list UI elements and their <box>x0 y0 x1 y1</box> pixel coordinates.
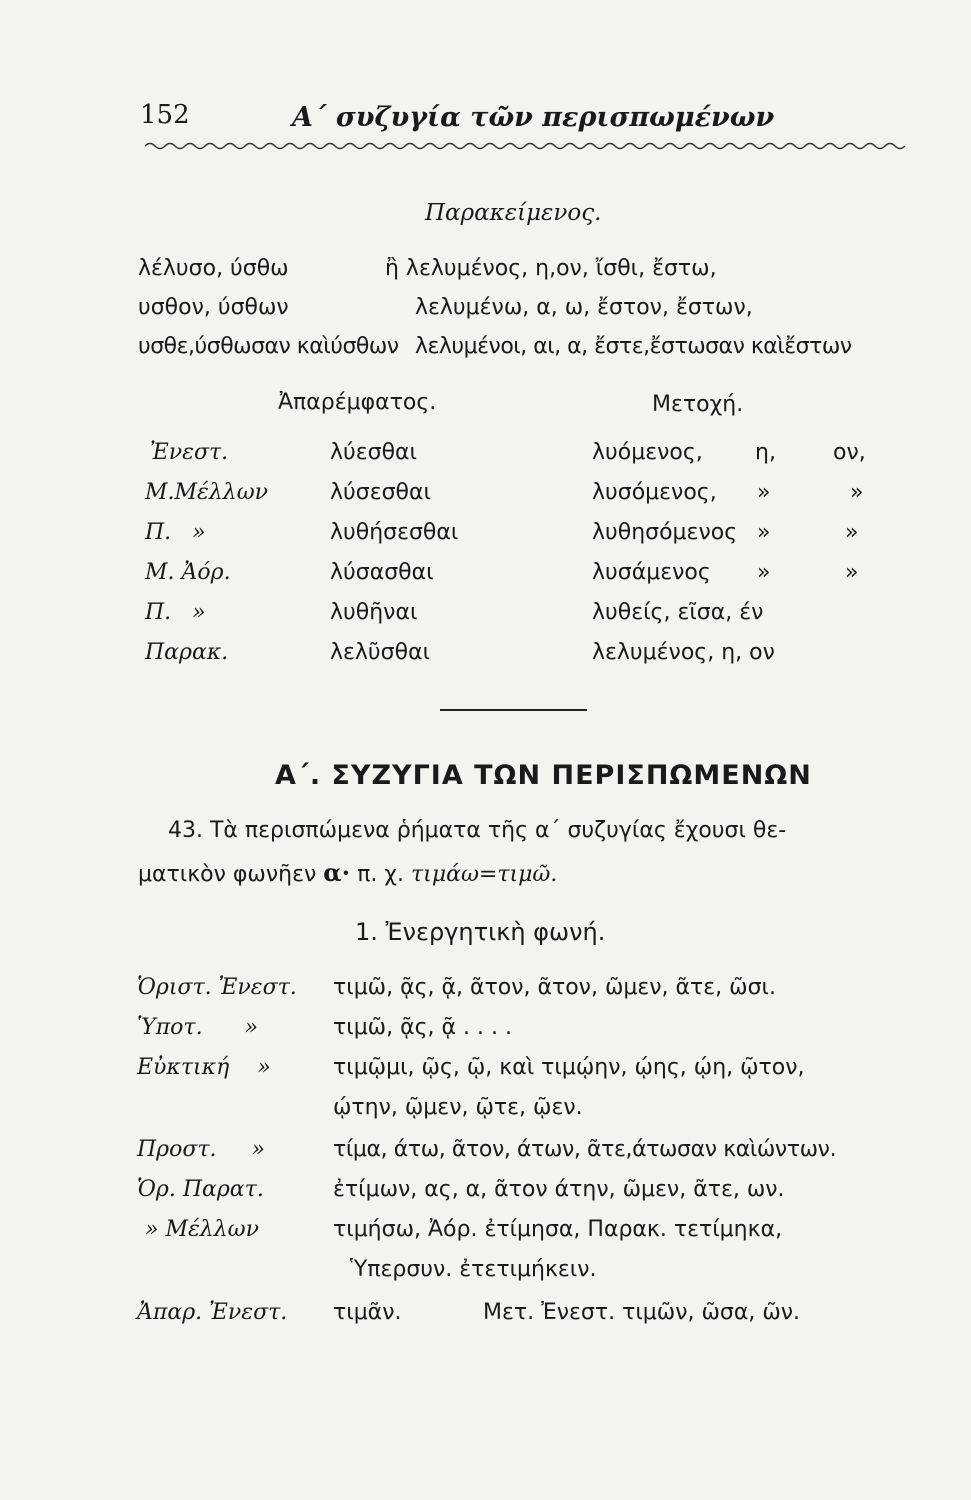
infinitive-form: λύσασθαι <box>330 560 434 585</box>
form-text: Ὑπερσυν. ἐτετιμήκειν. <box>350 1257 597 1282</box>
participle-form: λελυμένος, η, ον <box>592 640 775 665</box>
page-number: 152 <box>140 100 190 130</box>
participle-fem: » <box>757 480 771 505</box>
infinitive-form: λυθῆναι <box>330 600 418 625</box>
tense-label: Π. » <box>145 520 206 545</box>
active-voice-heading: 1. Ἐνεργητικὴ φωνή. <box>355 918 606 946</box>
perfect-heading: Παρακείμενος. <box>425 200 602 226</box>
participle-fem: η, <box>755 440 776 465</box>
form-text: τιμήσω, Ἀόρ. ἐτίμησα, Παρακ. τετίμηκα, <box>333 1217 783 1242</box>
form-text: τίμα, άτω, ᾶτον, άτων, ᾶτε,άτωσαν καὶώντων. <box>333 1137 837 1162</box>
thematic-vowel: α· <box>323 858 351 887</box>
tense-label: Ἐνεστ. <box>150 440 229 465</box>
paragraph-line-2 <box>138 858 557 887</box>
wavy-rule <box>145 140 910 152</box>
participle-neut: » <box>850 480 864 505</box>
paragraph-text: ματικὸν φωνῆεν <box>138 862 317 887</box>
participle-neut: » <box>845 520 859 545</box>
form-text: τιμῶ, ᾷς, ᾷ, ᾶτον, ᾶτον, ῶμεν, ᾶτε, ῶσι. <box>333 975 776 1000</box>
infinitive-form: λύσεσθαι <box>330 480 431 505</box>
form-label: Προστ. » <box>137 1137 265 1162</box>
perfect-row-3-left: υσθε,ύσθωσαν καὶύσθων <box>138 334 399 359</box>
perfect-row-1-left: λέλυσο, ύσθω <box>138 256 289 281</box>
participle-fem: » <box>757 560 771 585</box>
form-label: Ὁρ. Παρατ. <box>137 1177 264 1202</box>
form-label: Ἀπαρ. Ἐνεστ. <box>137 1300 288 1325</box>
participle-heading: Μετοχή. <box>652 392 744 417</box>
section-divider <box>440 709 587 711</box>
form-text: ἐτίμων, ας, α, ᾶτον άτην, ῶμεν, ᾶτε, ων. <box>333 1177 785 1202</box>
infinitive-heading: Ἀπαρέμφατος. <box>278 390 437 415</box>
participle-fem: » <box>757 520 771 545</box>
section-heading: Α΄. ΣΥΖΥΓΙΑ ΤΩΝ ΠΕΡΙΣΠΩΜΕΝΩΝ <box>275 760 812 791</box>
participle-form: λυόμενος, <box>592 440 703 465</box>
infinitive-form: λυθήσεσθαι <box>330 520 459 545</box>
participle-text: Μετ. Ἐνεστ. τιμῶν, ῶσα, ῶν. <box>483 1300 801 1325</box>
form-text: ῴτην, ῷμεν, ῷτε, ῷεν. <box>333 1095 583 1120</box>
form-label: Εὐκτική » <box>137 1055 271 1080</box>
participle-neut: ον, <box>833 440 866 465</box>
participle-form: λυσάμενος <box>592 560 711 585</box>
perfect-row-3-right: λελυμένοι, αι, α, ἔστε,ἔστωσαν καὶἔστων <box>415 334 852 359</box>
form-label: Ὁριστ. Ἐνεστ. <box>137 975 297 1000</box>
perfect-row-2-right: λελυμένω, α, ω, ἔστον, ἔστων, <box>415 295 753 320</box>
paragraph-line-1: 43. Τὰ περισπώμενα ῥήματα τῆς α΄ συζυγίας ἔχουσι θε- <box>168 818 787 843</box>
form-text: τιμᾶν. <box>333 1300 402 1325</box>
running-title: Α΄ συζυγία τῶν περισπωμένων <box>292 102 775 133</box>
form-label: Ὑποτ. » <box>137 1015 258 1040</box>
tense-label: Μ.Μέλλων <box>145 480 269 505</box>
tense-label: Μ. Ἀόρ. <box>145 560 231 585</box>
participle-form: λυθείς, εῖσα, έν <box>592 600 764 625</box>
tense-label: Π. » <box>145 600 206 625</box>
form-label: » Μέλλων <box>145 1217 259 1242</box>
abbreviation: π. χ. <box>357 862 405 887</box>
perfect-row-1-right: ἢ λελυμένος, η,ον, ἴσθι, ἔστω, <box>385 256 717 281</box>
perfect-row-2-left: υσθον, ύσθων <box>138 295 289 320</box>
tense-label: Παρακ. <box>145 640 229 665</box>
participle-form: λυθησόμενος <box>592 520 738 545</box>
example-form: τιμάω=τιμῶ. <box>411 862 558 887</box>
form-text: τιμῷμι, ῷς, ῷ, καὶ τιμῴην, ῴης, ῴη, ῷτον, <box>333 1055 805 1080</box>
participle-neut: » <box>845 560 859 585</box>
infinitive-form: λύεσθαι <box>330 440 417 465</box>
infinitive-form: λελῦσθαι <box>330 640 431 665</box>
participle-form: λυσόμενος, <box>592 480 717 505</box>
form-text: τιμῶ, ᾷς, ᾷ . . . . <box>333 1015 512 1040</box>
